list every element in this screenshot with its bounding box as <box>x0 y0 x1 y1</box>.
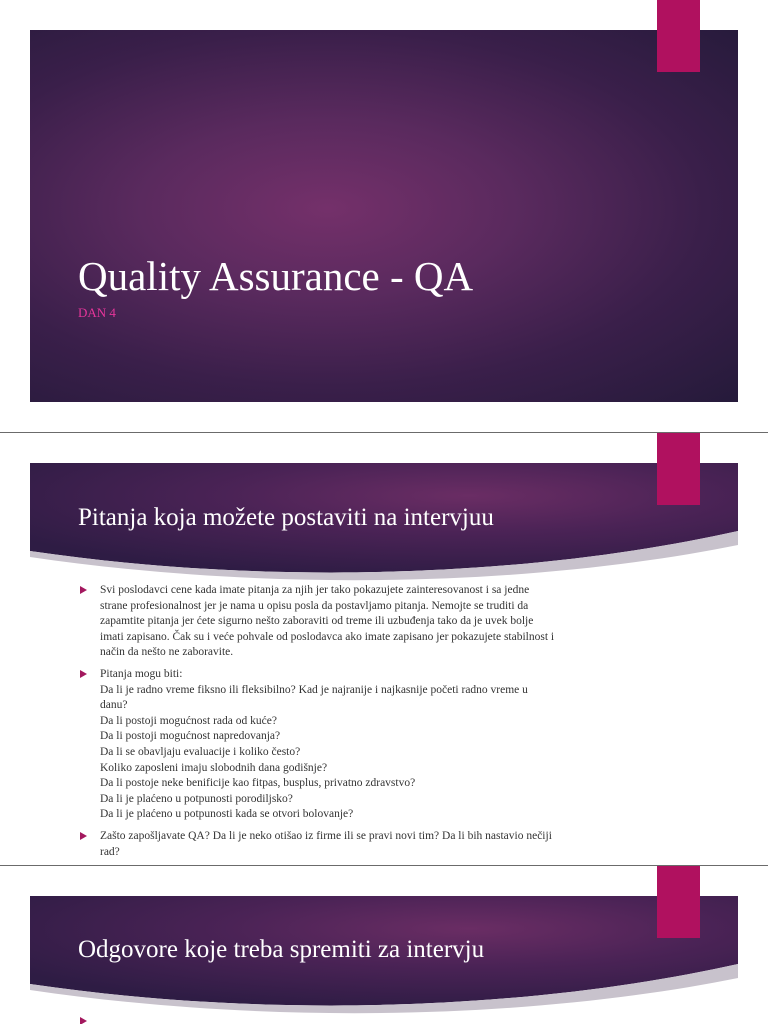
bullet-text-line: Da li je plaćeno u potpunosti porodiljsko? <box>100 792 293 805</box>
bullet-arrow-icon <box>80 1017 87 1024</box>
bullet-text-line: način da nešto ne zaboravite. <box>100 646 234 659</box>
accent-tab <box>657 0 700 72</box>
bullet-text-line: Da li postoje neke benificije kao fitpas, busplus, privatno zdravstvo? <box>100 777 416 790</box>
bullet-list <box>78 583 638 865</box>
bullet-text-line: zapamtite pitanja jer ćete sigurno nešto zaboraviti od treme ili uzbuđenja tako da je uvek bolje <box>100 615 534 628</box>
bullet-text-line: danu? <box>100 699 128 712</box>
answers-slide <box>0 866 768 1024</box>
bullet-arrow-icon <box>80 832 87 840</box>
bullet-arrow-icon <box>80 586 87 594</box>
accent-tab <box>657 433 700 505</box>
bullet-text-line: Svi poslodavci cene kada imate pitanja za njih jer tako pokazujete zainteresovanost i sa jedne <box>100 584 530 596</box>
bullet-item <box>78 583 638 661</box>
slide-title: Quality Assurance - QA <box>78 253 474 299</box>
slide-heading: Odgovore koje treba spremiti za intervju <box>78 936 485 963</box>
bullet-text-line: Da li je radno vreme fiksno ili fleksibilno? Kad je najranije i najkasnije početi radno vreme u <box>100 683 528 696</box>
bullet-text-line: strane profesionalnost jer je nama u opisu posla da postavljamo pitanja. Nemojte se truditi da <box>100 599 529 612</box>
slide-subtitle: DAN 4 <box>78 305 116 320</box>
bullet-text-line: rad? <box>100 845 120 858</box>
questions-slide <box>0 433 768 865</box>
accent-tab <box>657 866 700 938</box>
bullet-text-line: Pitanja mogu biti: <box>100 667 183 680</box>
slide-heading: Pitanja koja možete postaviti na intervjuu <box>78 504 494 531</box>
title-slide <box>0 0 768 432</box>
title-panel <box>30 30 738 402</box>
bullet-text-line: Da li je plaćeno u potpunosti kada se otvori bolovanje? <box>100 808 354 821</box>
bullet-text-line: imati zapisano. Čak su i veće pohvale od poslodavca ako imate zapisano jer pokazujete stabilnost i <box>100 630 555 643</box>
bullet-arrow-icon <box>80 670 87 678</box>
bullet-text-line: Da li postoji mogućnost napredovanja? <box>100 730 281 743</box>
bullet-text-line: Da li se obavljaju evaluacije i koliko često? <box>100 745 301 758</box>
bullet-item <box>78 667 638 823</box>
bullet-text-line: Da li postoji mogućnost rada od kuće? <box>100 714 277 727</box>
bullet-text-line: Zašto zapošljavate QA? Da li je neko otišao iz firme ili se pravi novi tim? Da li bih nastavio nečiji <box>100 829 552 842</box>
bullet-text-line: Koliko zaposleni imaju slobodnih dana godišnje? <box>100 761 328 774</box>
bullet-item <box>78 829 638 860</box>
